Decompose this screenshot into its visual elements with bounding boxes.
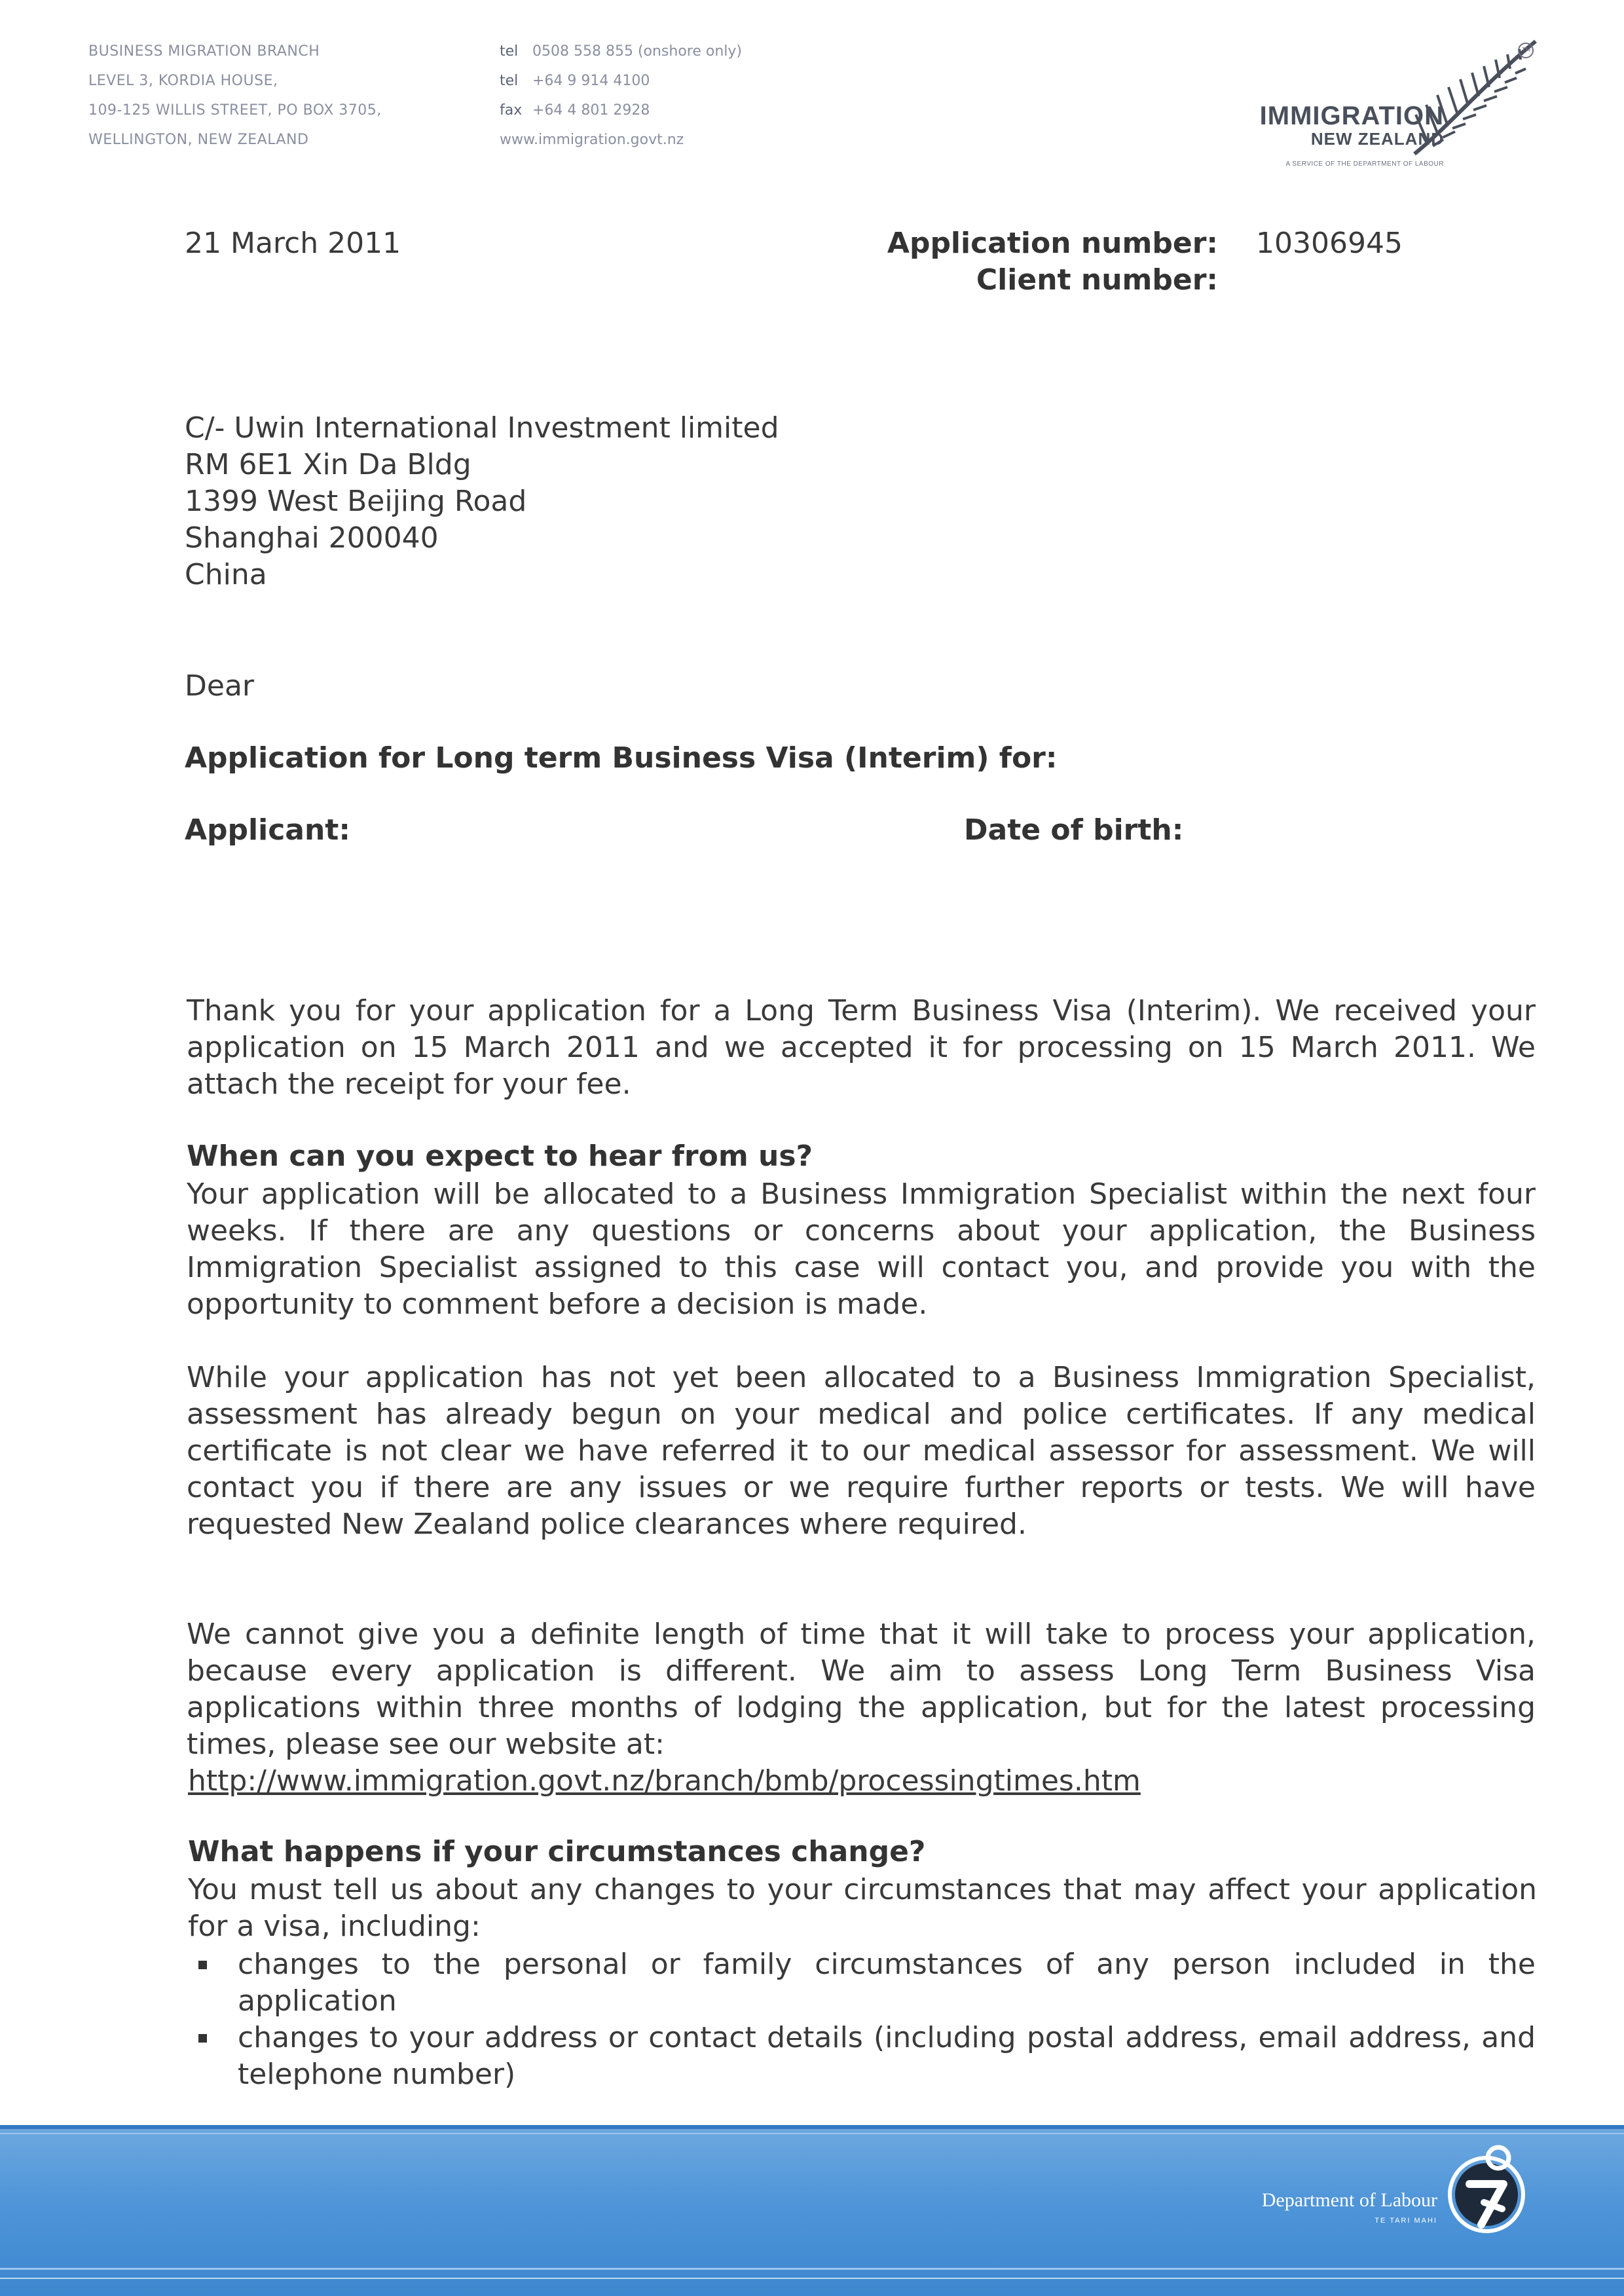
client-number-label: Client number:	[976, 263, 1218, 297]
immigration-nz-logo	[1153, 29, 1545, 170]
application-number-value: 10306945	[1256, 227, 1403, 260]
recipient-address	[185, 410, 779, 593]
sender-address-line: 109-125 WILLIS STREET, PO BOX 3705,	[88, 102, 382, 119]
footer-band	[0, 2125, 1624, 2296]
website-link[interactable]: www.immigration.govt.nz	[500, 132, 684, 148]
recipient-line: Shanghai 200040	[185, 521, 439, 555]
section-heading-expect: When can you expect to hear from us?	[187, 1139, 813, 1173]
recipient-line: China	[185, 558, 267, 591]
department-subname: TE TARI MAHI	[1375, 2217, 1437, 2225]
allocation-paragraph: Your application will be allocated to a Business Immigration Specialist within the next four weeks. If there are any questions or concerns about your application, the Business Immigration Specialist assigned to this case will contact you, and provide you with the opportunity to comment before a decision is made.	[187, 1177, 1536, 1321]
processing-times-link[interactable]: http://www.immigration.govt.nz/branch/bmb/processingtimes.htm	[188, 1764, 1141, 1798]
letter-date: 21 March 2011	[185, 227, 401, 260]
brand-country: NEW ZEALAND	[1310, 129, 1444, 149]
bullet-icon	[198, 1961, 207, 1969]
salutation: Dear	[185, 669, 255, 703]
circumstances-paragraph: You must tell us about any changes to your circumstances that may affect your application for a visa, including:	[188, 1873, 1537, 1943]
recipient-line: C/- Uwin International Investment limited	[185, 411, 779, 445]
brand-name: IMMIGRATION	[1259, 102, 1444, 130]
department-of-labour-logo-icon	[1441, 2143, 1532, 2242]
sender-contact	[500, 37, 742, 155]
contact-row: tel +64 9 914 4100	[500, 73, 650, 89]
application-number-label: Application number:	[887, 227, 1218, 260]
date-of-birth-label: Date of birth:	[964, 813, 1184, 847]
contact-row: tel 0508 558 855 (onshore only)	[500, 43, 743, 60]
recipient-line: 1399 West Beijing Road	[185, 485, 527, 518]
bullet-icon	[198, 2034, 207, 2043]
sender-address-line: LEVEL 3, KORDIA HOUSE,	[88, 73, 278, 89]
sender-address-line: BUSINESS MIGRATION BRANCH	[88, 43, 320, 60]
list-item: changes to the personal or family circumstances of any person included in the application	[187, 1946, 1536, 2020]
list-item: changes to your address or contact details (including postal address, email address, and telephone number)	[187, 2020, 1536, 2093]
sender-address-line: WELLINGTON, NEW ZEALAND	[88, 132, 309, 148]
circumstances-list	[187, 1946, 1536, 2093]
applicant-label: Applicant:	[185, 813, 350, 847]
intro-paragraph: Thank you for your application for a Long Term Business Visa (Interim). We received your application on 15 March 2011 and we accepted it for processing on 15 March 2011. We attach the receipt for your fee.	[187, 994, 1536, 1101]
subject-line: Application for Long term Business Visa (Interim) for:	[185, 741, 1058, 775]
trademark-mark: TM	[1522, 47, 1531, 54]
processing-time-paragraph: We cannot give you a definite length of time that it will take to process your application, because every application is different. We aim to assess Long Term Business Visa applications within three months of lodging the application, but for the latest processing times, please see our website at:	[187, 1618, 1536, 1761]
contact-row: fax +64 4 801 2928	[500, 102, 650, 119]
brand-tagline: A SERVICE OF THE DEPARTMENT OF LABOUR	[1285, 160, 1444, 168]
section-heading-circumstances: What happens if your circumstances change?	[188, 1835, 926, 1868]
assessment-paragraph: While your application has not yet been allocated to a Business Immigration Specialist, assessment has already begun on your medical and police certificates. If any medical certificate is not clear we have referred it to our medical assessor for assessment. We will contact you if there are any issues or we require further reports or tests. We will have requested New Zealand police clearances where required.	[187, 1361, 1536, 1541]
sender-address	[88, 37, 382, 155]
recipient-line: RM 6E1 Xin Da Bldg	[185, 448, 471, 481]
department-name: Department of Labour	[1261, 2189, 1437, 2211]
